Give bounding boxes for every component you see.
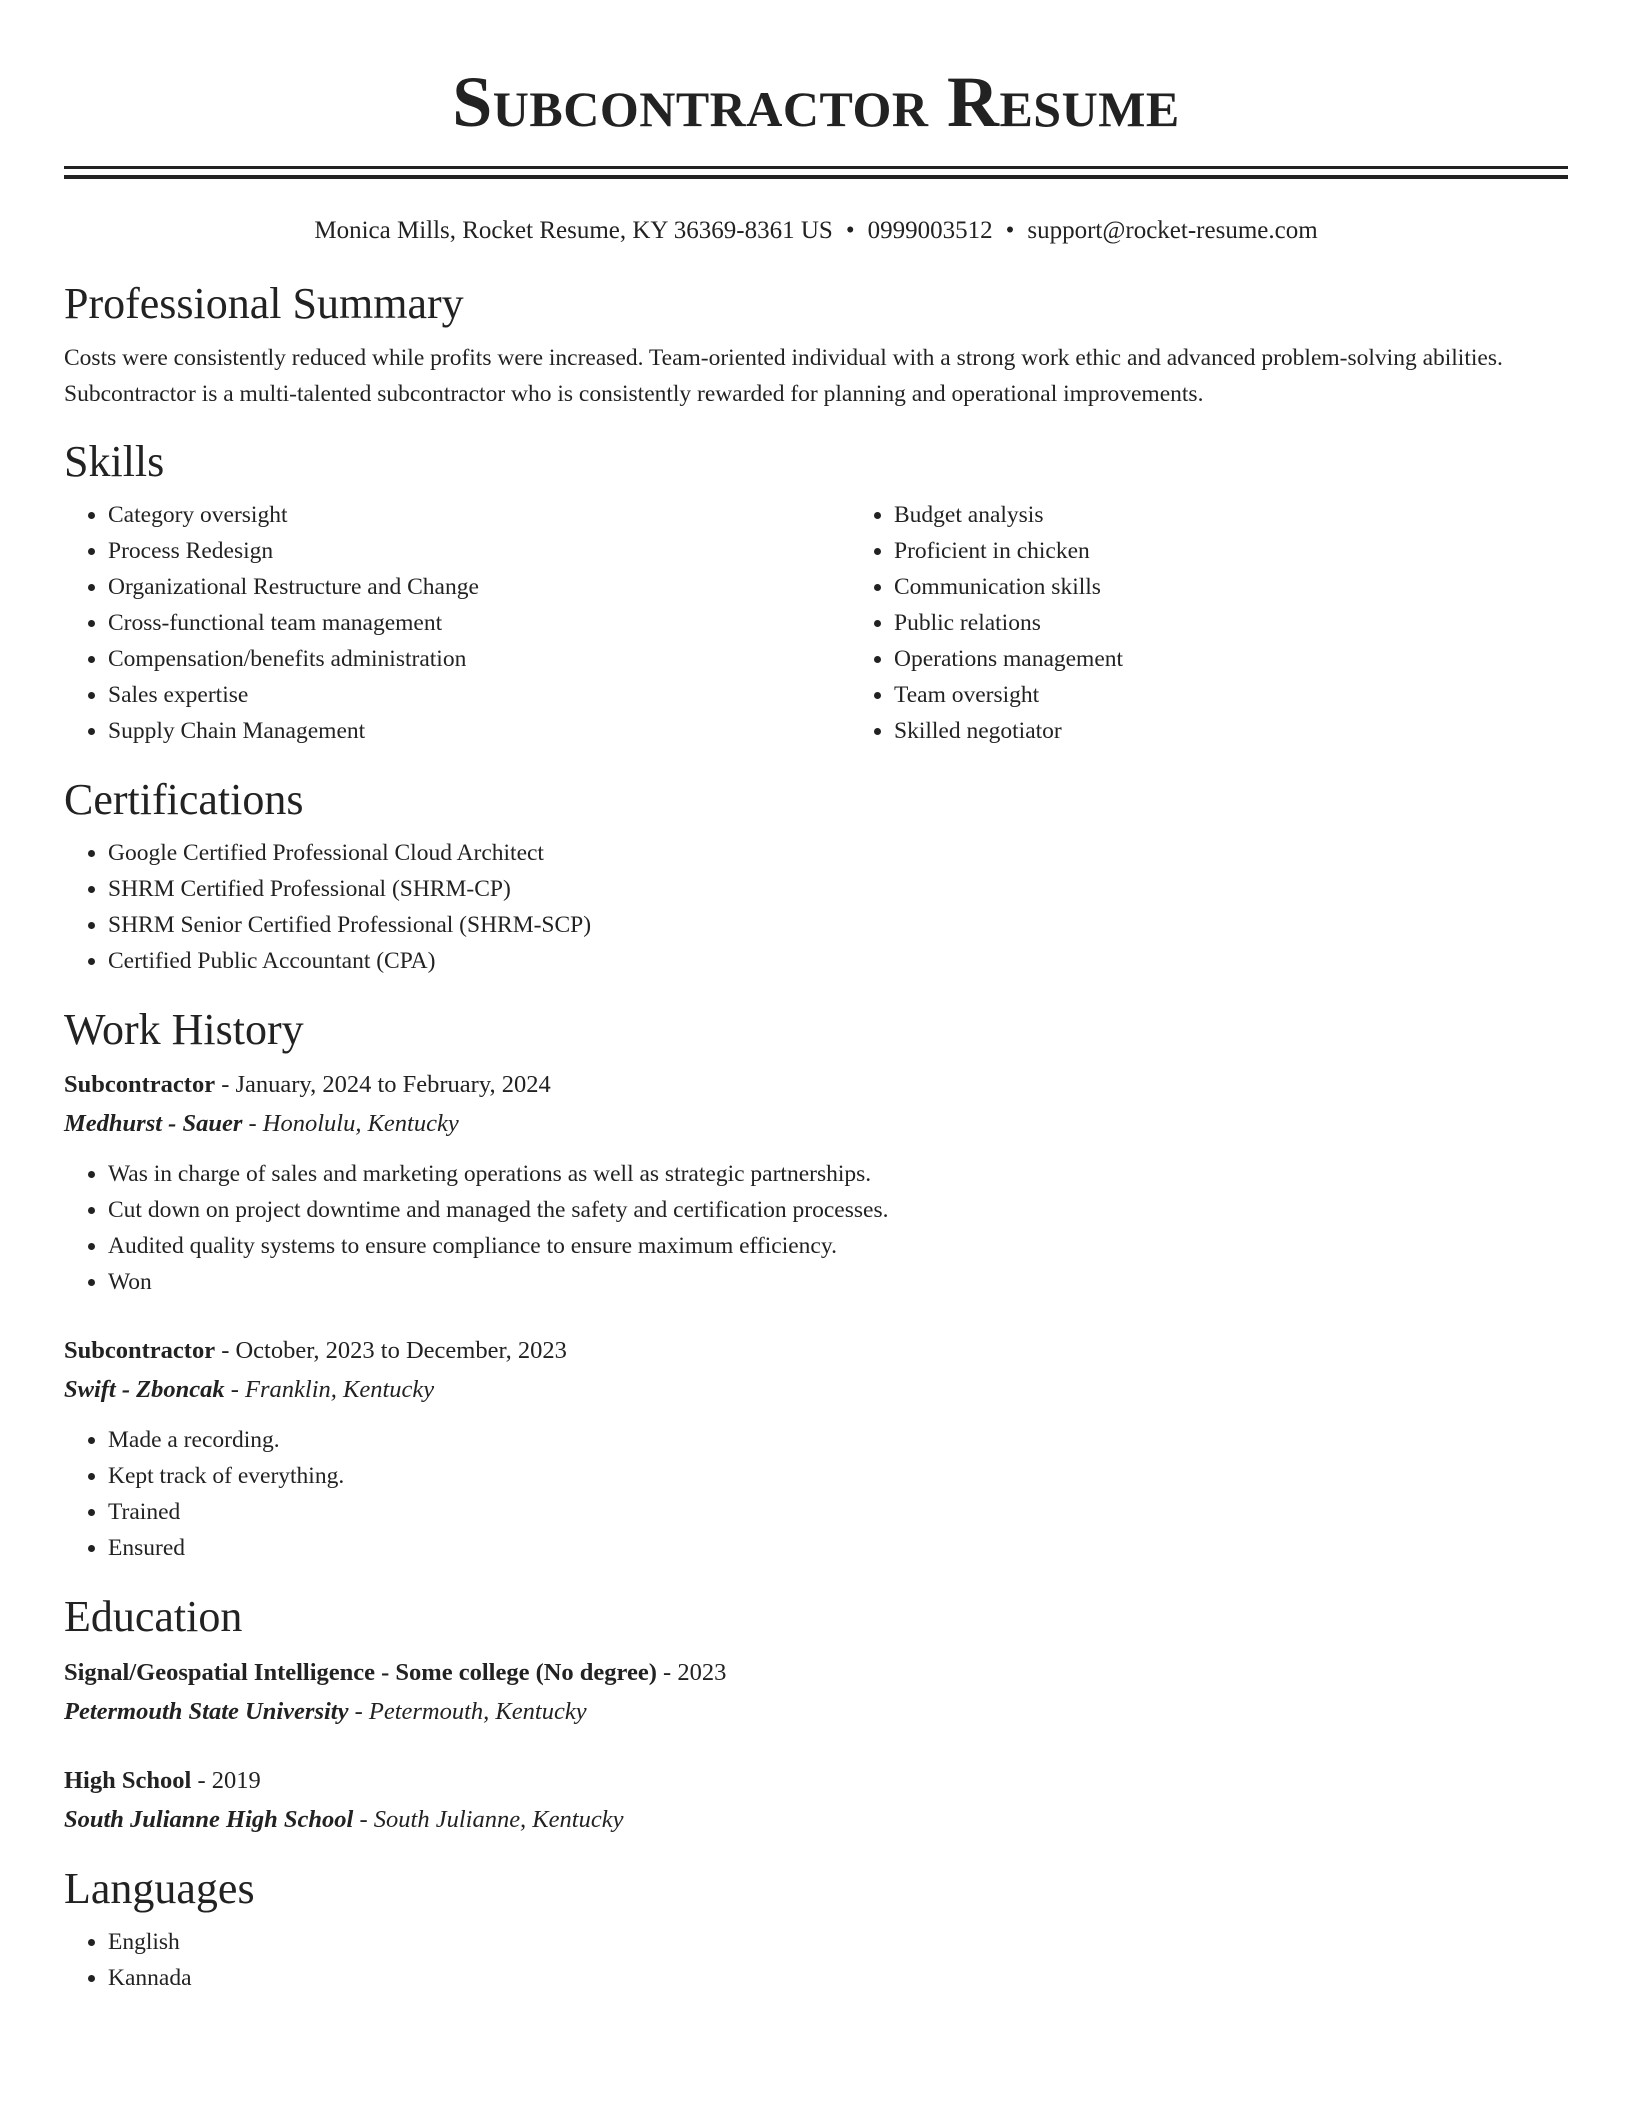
job-title: Subcontractor <box>64 1337 216 1364</box>
contact-phone: 0999003512 <box>867 217 993 244</box>
job-title: Subcontractor <box>64 1071 216 1098</box>
certification-item: • Certified Public Accountant (CPA) <box>108 943 1568 979</box>
job-bullet: • Was in charge of sales and marketing operations as well as strategic partnerships. <box>108 1156 1568 1192</box>
certifications-heading: Certifications <box>64 775 304 824</box>
job-company-line <box>64 1104 1568 1144</box>
job-bullet: • Audited quality systems to ensure compliance to ensure maximum efficiency. <box>108 1228 1568 1264</box>
job-bullet: • Ensured <box>108 1530 1568 1566</box>
skill-item: • Operations management <box>894 641 1632 677</box>
skills-list-right <box>850 497 1632 749</box>
title-rule-bottom <box>64 175 1568 179</box>
job-title-line <box>64 1066 1568 1104</box>
education-degree: High School <box>64 1767 192 1794</box>
job-title-line <box>64 1332 1568 1370</box>
skill-item: • Team oversight <box>894 677 1632 713</box>
contact-separator: • <box>845 217 855 244</box>
education-school-line <box>64 1692 1568 1732</box>
education-location: - Petermouth, Kentucky <box>354 1698 587 1725</box>
languages-heading: Languages <box>64 1864 255 1913</box>
skill-item: • Category oversight <box>108 497 850 533</box>
education-entry <box>64 1762 1568 1840</box>
job-dates: - January, 2024 to February, 2024 <box>221 1071 551 1098</box>
job-bullet: • Made a recording. <box>108 1422 1568 1458</box>
job-company: Swift - Zboncak <box>64 1376 225 1403</box>
job-entry <box>64 1332 1568 1566</box>
skill-item: • Proficient in chicken <box>894 533 1632 569</box>
education-school: Petermouth State University <box>64 1698 349 1725</box>
skill-item: • Skilled negotiator <box>894 713 1632 749</box>
certification-item: • SHRM Certified Professional (SHRM-CP) <box>108 871 1568 907</box>
job-bullet: • Kept track of everything. <box>108 1458 1568 1494</box>
contact-email[interactable]: support@rocket-resume.com <box>1027 217 1318 244</box>
job-bullets <box>64 1156 1568 1300</box>
contact-address: Monica Mills, Rocket Resume, KY 36369-8361 US <box>314 217 833 244</box>
skill-item: • Cross-functional team management <box>108 605 850 641</box>
education-degree: Signal/Geospatial Intelligence - Some college (No degree) <box>64 1659 657 1686</box>
work-history-heading: Work History <box>64 1005 304 1054</box>
job-company: Medhurst - Sauer <box>64 1110 243 1137</box>
skills-heading: Skills <box>64 437 165 486</box>
job-bullet: • Cut down on project downtime and managed the safety and certification processes. <box>108 1192 1568 1228</box>
skill-item: • Public relations <box>894 605 1632 641</box>
education-year: - 2019 <box>197 1767 261 1794</box>
certifications-list <box>64 835 1568 979</box>
skill-item: • Budget analysis <box>894 497 1632 533</box>
education-school: South Julianne High School <box>64 1806 354 1833</box>
job-dates: - October, 2023 to December, 2023 <box>221 1337 567 1364</box>
skill-item: • Supply Chain Management <box>108 713 850 749</box>
job-location: - Honolulu, Kentucky <box>248 1110 459 1137</box>
skill-item: • Sales expertise <box>108 677 850 713</box>
languages-list <box>64 1924 1568 1996</box>
job-company-line <box>64 1370 1568 1410</box>
certification-item: • SHRM Senior Certified Professional (SHRM-SCP) <box>108 907 1568 943</box>
title-rule-top <box>64 166 1568 169</box>
job-entry <box>64 1066 1568 1300</box>
summary-text: Costs were consistently reduced while profits were increased. Team-oriented individual with a strong work ethic and advanced problem-solving abilities. Subcontractor is a multi-talented subcontractor who is consistently rewarded for planning and operational improvements. <box>64 345 1503 407</box>
education-degree-line <box>64 1654 1568 1692</box>
job-bullet: • Trained <box>108 1494 1568 1530</box>
contact-line <box>64 214 1568 248</box>
education-location: - South Julianne, Kentucky <box>359 1806 624 1833</box>
skills-list-left <box>64 497 850 749</box>
education-school-line <box>64 1800 1568 1840</box>
language-item: • Kannada <box>108 1960 1568 1996</box>
language-item: • English <box>108 1924 1568 1960</box>
job-bullets <box>64 1422 1568 1566</box>
skill-item: • Communication skills <box>894 569 1632 605</box>
resume-title: Subcontractor Resume <box>452 62 1180 142</box>
skill-item: • Organizational Restructure and Change <box>108 569 850 605</box>
skills-columns <box>64 497 1568 749</box>
education-entry <box>64 1654 1568 1732</box>
certification-item: • Google Certified Professional Cloud Architect <box>108 835 1568 871</box>
skill-item: • Compensation/benefits administration <box>108 641 850 677</box>
education-year: - 2023 <box>663 1659 727 1686</box>
education-degree-line <box>64 1762 1568 1800</box>
skill-item: • Process Redesign <box>108 533 850 569</box>
education-heading: Education <box>64 1592 243 1641</box>
summary-heading: Professional Summary <box>64 279 464 328</box>
job-bullet: • Won <box>108 1264 1568 1300</box>
job-location: - Franklin, Kentucky <box>230 1376 435 1403</box>
contact-separator: • <box>1005 217 1015 244</box>
